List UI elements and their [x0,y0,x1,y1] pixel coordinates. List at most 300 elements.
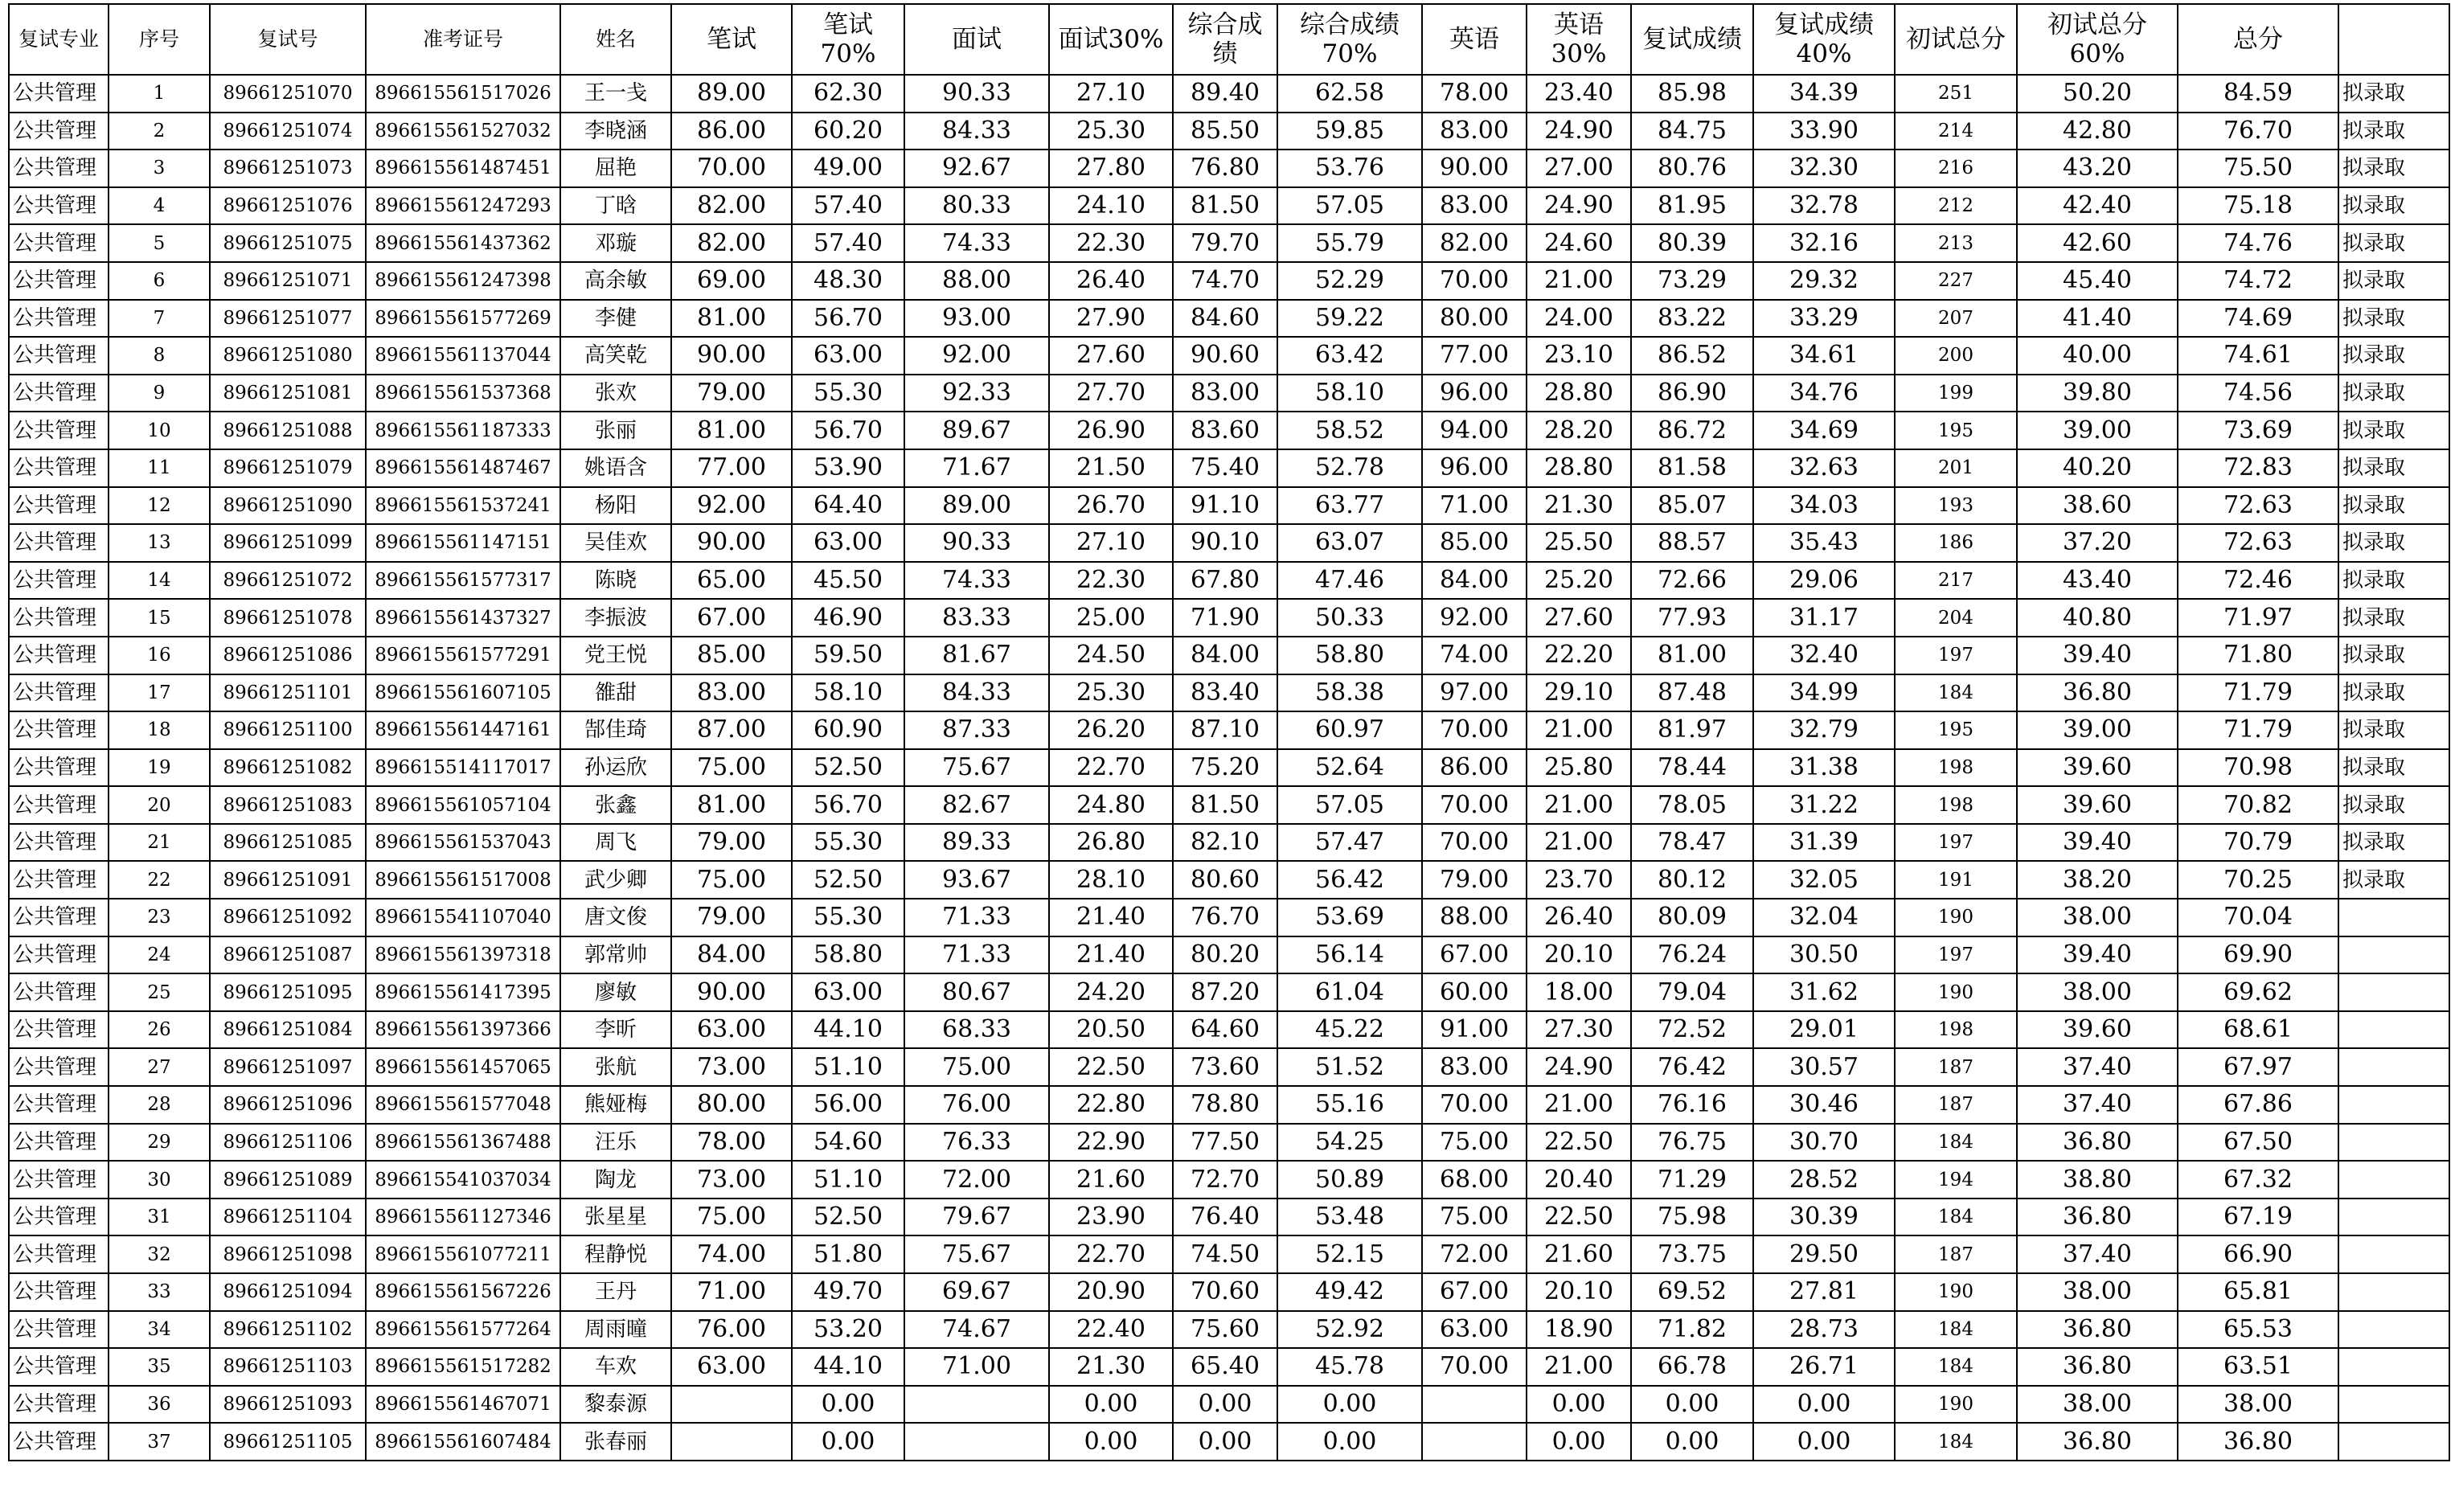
table-cell: 69.52 [1631,1273,1753,1311]
table-cell [2338,1311,2449,1349]
table-row [9,711,2449,749]
table-cell: 拟录取 [2338,187,2449,225]
table-cell: 66.90 [2178,1235,2338,1273]
table-cell: 70.00 [1422,711,1527,749]
table-row [9,1311,2449,1349]
table-cell: 58.10 [792,674,904,712]
table-cell: 23.40 [1527,75,1631,113]
table-cell: 34.76 [1753,375,1895,412]
table-cell: 34.69 [1753,412,1895,449]
header-cell [2338,4,2449,75]
table-cell: 59.85 [1277,113,1422,150]
table-cell: 张航 [560,1048,671,1086]
table-cell: 公共管理 [9,1011,109,1049]
table-cell: 67.00 [1422,936,1527,974]
table-cell: 38.00 [2017,1273,2178,1311]
table-cell: 896615561577264 [366,1311,560,1349]
table-cell: 89661251091 [210,861,366,899]
table-row [9,75,2449,113]
table-cell: 84.75 [1631,113,1753,150]
table-cell: 45.78 [1277,1348,1422,1386]
table-cell: 896615561457065 [366,1048,560,1086]
table-cell: 70.98 [2178,749,2338,787]
table-cell: 公共管理 [9,1311,109,1349]
table-cell: 73.29 [1631,262,1753,300]
table-cell: 39.40 [2017,824,2178,862]
table-cell: 公共管理 [9,1124,109,1162]
table-cell: 9 [109,375,210,412]
table-cell: 31.22 [1753,786,1895,824]
table-cell: 杨阳 [560,487,671,525]
table-cell: 23.70 [1527,861,1631,899]
table-cell: 53.48 [1277,1199,1422,1236]
table-cell: 74.61 [2178,337,2338,375]
table-cell: 30 [109,1161,210,1199]
table-cell: 63.42 [1277,337,1422,375]
table-cell: 屈艳 [560,150,671,187]
table-row [9,637,2449,674]
table-cell: 35 [109,1348,210,1386]
table-cell: 67.50 [2178,1124,2338,1162]
table-cell: 39.40 [2017,936,2178,974]
table-cell: 75.00 [1422,1199,1527,1236]
table-cell: 71.00 [671,1273,792,1311]
table-cell: 84.59 [2178,75,2338,113]
header-cell: 面试30% [1049,4,1173,75]
table-cell: 81.50 [1173,786,1277,824]
table-cell: 22.30 [1049,224,1173,262]
table-cell: 51.10 [792,1048,904,1086]
table-cell: 公共管理 [9,861,109,899]
table-cell: 24.10 [1049,187,1173,225]
table-cell: 69.90 [2178,936,2338,974]
table-cell: 21.30 [1527,487,1631,525]
table-cell: 50.33 [1277,599,1422,637]
table-row [9,449,2449,487]
table-cell: 896615561437327 [366,599,560,637]
table-cell: 公共管理 [9,187,109,225]
table-cell: 74.00 [1422,637,1527,674]
header-cell: 面试 [904,4,1049,75]
table-cell: 896615561417395 [366,973,560,1011]
table-cell: 195 [1895,412,2017,449]
table-cell: 86.00 [1422,749,1527,787]
table-cell: 27.81 [1753,1273,1895,1311]
table-cell: 197 [1895,824,2017,862]
table-cell: 91.10 [1173,487,1277,525]
table-cell [904,1423,1049,1461]
table-cell: 71.33 [904,936,1049,974]
table-cell: 83.00 [671,674,792,712]
table-cell [2338,1235,2449,1273]
table-cell: 27.00 [1527,150,1631,187]
table-cell: 21.60 [1049,1161,1173,1199]
table-cell: 0.00 [1049,1423,1173,1461]
table-cell: 22.90 [1049,1124,1173,1162]
table-cell: 廖敏 [560,973,671,1011]
header-row [9,4,2449,75]
table-cell: 57.05 [1277,786,1422,824]
table-cell: 86.90 [1631,375,1753,412]
table-cell: 94.00 [1422,412,1527,449]
table-cell: 58.52 [1277,412,1422,449]
table-cell: 96.00 [1422,449,1527,487]
table-cell: 89661251076 [210,187,366,225]
table-cell: 邓璇 [560,224,671,262]
table-cell: 71.97 [2178,599,2338,637]
table-cell: 90.10 [1173,524,1277,562]
table-cell: 89661251085 [210,824,366,862]
table-cell: 21.00 [1527,786,1631,824]
table-cell: 89661251077 [210,300,366,338]
table-cell: 23.90 [1049,1199,1173,1236]
table-row [9,337,2449,375]
table-cell: 26.71 [1753,1348,1895,1386]
table-cell: 拟录取 [2338,749,2449,787]
table-cell: 公共管理 [9,262,109,300]
table-cell: 22.70 [1049,749,1173,787]
table-cell [2338,1386,2449,1424]
table-cell: 73.69 [2178,412,2338,449]
table-cell: 48.30 [792,262,904,300]
table-cell: 80.60 [1173,861,1277,899]
table-cell: 79.04 [1631,973,1753,1011]
table-cell: 公共管理 [9,899,109,936]
table-cell: 27.60 [1049,337,1173,375]
table-cell: 79.00 [671,375,792,412]
table-cell: 22.50 [1527,1124,1631,1162]
table-cell: 58.80 [792,936,904,974]
table-cell: 64.40 [792,487,904,525]
table-cell: 78.44 [1631,749,1753,787]
table-cell: 21.30 [1049,1348,1173,1386]
table-cell: 63.00 [792,524,904,562]
table-cell: 26.90 [1049,412,1173,449]
table-cell: 0.00 [1753,1386,1895,1424]
header-cell: 复试号 [210,4,366,75]
table-cell: 81.95 [1631,187,1753,225]
table-cell: 896615561577269 [366,300,560,338]
table-cell: 896615561607484 [366,1423,560,1461]
table-cell: 56.70 [792,412,904,449]
table-row [9,936,2449,974]
table-cell: 45.50 [792,562,904,600]
table-row [9,749,2449,787]
table-cell: 78.47 [1631,824,1753,862]
table-cell: 80.20 [1173,936,1277,974]
header-cell: 姓名 [560,4,671,75]
table-row [9,674,2449,712]
table-cell: 32.04 [1753,899,1895,936]
table-cell: 92.00 [1422,599,1527,637]
table-cell: 72.52 [1631,1011,1753,1049]
table-cell: 896615561517026 [366,75,560,113]
table-cell: 73.00 [671,1161,792,1199]
table-cell: 80.67 [904,973,1049,1011]
table-cell: 97.00 [1422,674,1527,712]
table-cell: 0.00 [1631,1386,1753,1424]
table-cell: 32 [109,1235,210,1273]
table-cell: 84.00 [1422,562,1527,600]
table-cell: 187 [1895,1235,2017,1273]
table-cell: 27.30 [1527,1011,1631,1049]
table-cell: 81.00 [1631,637,1753,674]
table-row [9,487,2449,525]
table-cell: 32.30 [1753,150,1895,187]
table-cell: 63.00 [792,973,904,1011]
table-cell: 85.98 [1631,75,1753,113]
table-row [9,1199,2449,1236]
table-cell: 25.80 [1527,749,1631,787]
table-cell: 92.67 [904,150,1049,187]
table-cell: 公共管理 [9,1161,109,1199]
table-cell: 74.56 [2178,375,2338,412]
table-cell: 25.20 [1527,562,1631,600]
table-cell: 38.00 [2017,899,2178,936]
table-cell: 拟录取 [2338,711,2449,749]
table-cell: 89.40 [1173,75,1277,113]
table-cell: 896615561187333 [366,412,560,449]
table-cell: 190 [1895,1386,2017,1424]
table-cell: 34.99 [1753,674,1895,712]
table-cell: 72.00 [904,1161,1049,1199]
table-cell: 79.00 [1422,861,1527,899]
header-cell: 初试总分 [1895,4,2017,75]
table-cell: 50.89 [1277,1161,1422,1199]
table-cell: 75.50 [2178,150,2338,187]
table-cell: 82.67 [904,786,1049,824]
table-cell: 89661251074 [210,113,366,150]
table-cell: 23 [109,899,210,936]
table-cell: 75.00 [1422,1124,1527,1162]
table-cell: 83.60 [1173,412,1277,449]
table-row [9,562,2449,600]
table-cell: 70.04 [2178,899,2338,936]
table-cell: 77.93 [1631,599,1753,637]
table-cell: 27.10 [1049,75,1173,113]
table-cell: 89661251072 [210,562,366,600]
table-cell: 89661251096 [210,1086,366,1124]
table-cell: 28.73 [1753,1311,1895,1349]
table-cell: 公共管理 [9,749,109,787]
table-cell: 公共管理 [9,150,109,187]
table-cell: 52.64 [1277,749,1422,787]
table-cell: 89661251100 [210,711,366,749]
table-cell: 81.67 [904,637,1049,674]
table-cell: 65.53 [2178,1311,2338,1349]
table-cell: 18 [109,711,210,749]
table-cell: 89.00 [671,75,792,113]
table-cell: 33.90 [1753,113,1895,150]
table-cell: 63.00 [671,1011,792,1049]
table-cell: 198 [1895,749,2017,787]
table-cell: 78.80 [1173,1086,1277,1124]
table-cell: 王丹 [560,1273,671,1311]
table-row [9,824,2449,862]
table-cell: 67.00 [671,599,792,637]
table-cell: 38.20 [2017,861,2178,899]
table-row [9,973,2449,1011]
table-cell: 896615561397366 [366,1011,560,1049]
table-cell: 公共管理 [9,412,109,449]
table-cell: 15 [109,599,210,637]
table-cell: 896615561437362 [366,224,560,262]
table-cell: 30.57 [1753,1048,1895,1086]
table-cell: 32.05 [1753,861,1895,899]
table-cell: 24.60 [1527,224,1631,262]
table-cell: 89661251089 [210,1161,366,1199]
table-cell: 76.70 [1173,899,1277,936]
table-row [9,786,2449,824]
table-cell: 56.70 [792,300,904,338]
table-cell: 80.00 [1422,300,1527,338]
table-cell: 896615561567226 [366,1273,560,1311]
table-cell: 28.10 [1049,861,1173,899]
table-cell: 86.72 [1631,412,1753,449]
table-cell: 52.50 [792,861,904,899]
table-cell: 191 [1895,861,2017,899]
table-cell [904,1386,1049,1424]
table-cell: 89661251099 [210,524,366,562]
table-cell: 25.30 [1049,113,1173,150]
table-cell: 63.00 [1422,1311,1527,1349]
table-cell: 199 [1895,375,2017,412]
table-cell: 36.80 [2017,1311,2178,1349]
table-cell: 896615561517008 [366,861,560,899]
table-cell: 40.00 [2017,337,2178,375]
table-cell: 67.80 [1173,562,1277,600]
table-cell: 25.00 [1049,599,1173,637]
table-cell: 0.00 [1527,1423,1631,1461]
table-cell: 197 [1895,637,2017,674]
table-cell: 184 [1895,1311,2017,1349]
table-cell: 22.20 [1527,637,1631,674]
table-cell: 81.58 [1631,449,1753,487]
table-cell: 30.70 [1753,1124,1895,1162]
table-cell: 70.60 [1173,1273,1277,1311]
header-cell: 笔试 [671,4,792,75]
table-cell: 70.00 [1422,786,1527,824]
table-cell: 22.80 [1049,1086,1173,1124]
table-cell: 52.29 [1277,262,1422,300]
table-cell [2338,936,2449,974]
table-cell: 张丽 [560,412,671,449]
table-cell: 79.70 [1173,224,1277,262]
table-cell: 21.60 [1527,1235,1631,1273]
table-cell: 78.00 [1422,75,1527,113]
header-cell: 总分 [2178,4,2338,75]
table-cell: 40.80 [2017,599,2178,637]
table-cell: 36.80 [2017,1423,2178,1461]
table-cell: 8 [109,337,210,375]
table-cell: 53.76 [1277,150,1422,187]
table-cell: 896615561607105 [366,674,560,712]
table-cell: 10 [109,412,210,449]
table-cell: 84.33 [904,674,1049,712]
table-cell: 66.78 [1631,1348,1753,1386]
table-cell: 227 [1895,262,2017,300]
table-cell: 92.33 [904,375,1049,412]
table-cell: 拟录取 [2338,861,2449,899]
table-cell: 896615561397318 [366,936,560,974]
table-cell: 公共管理 [9,524,109,562]
table-cell: 187 [1895,1086,2017,1124]
table-cell: 201 [1895,449,2017,487]
table-cell: 63.07 [1277,524,1422,562]
table-cell: 38.80 [2017,1161,2178,1199]
table-cell: 24.50 [1049,637,1173,674]
table-cell: 33.29 [1753,300,1895,338]
header-cell: 复试成绩40% [1753,4,1895,75]
table-cell: 65.40 [1173,1348,1277,1386]
table-cell: 75.67 [904,749,1049,787]
table-cell: 公共管理 [9,824,109,862]
table-cell: 21.00 [1527,1086,1631,1124]
table-cell: 89661251106 [210,1124,366,1162]
table-cell: 76.00 [904,1086,1049,1124]
table-cell: 20.90 [1049,1273,1173,1311]
table-cell: 53.69 [1277,899,1422,936]
table-cell: 29.06 [1753,562,1895,600]
table-cell: 193 [1895,487,2017,525]
table-cell: 84.33 [904,113,1049,150]
table-cell: 党王悦 [560,637,671,674]
table-cell: 31.39 [1753,824,1895,862]
table-row [9,224,2449,262]
table-cell: 74.33 [904,562,1049,600]
table-cell: 58.10 [1277,375,1422,412]
table-cell: 71.29 [1631,1161,1753,1199]
table-row [9,1348,2449,1386]
table-cell: 21 [109,824,210,862]
table-cell: 49.00 [792,150,904,187]
table-cell: 214 [1895,113,2017,150]
table-cell: 郭常帅 [560,936,671,974]
table-cell: 57.40 [792,187,904,225]
table-cell: 84.60 [1173,300,1277,338]
table-cell: 71.67 [904,449,1049,487]
table-cell: 46.90 [792,599,904,637]
table-cell: 87.48 [1631,674,1753,712]
table-cell: 31.62 [1753,973,1895,1011]
table-cell: 30.46 [1753,1086,1895,1124]
table-cell [671,1423,792,1461]
table-cell: 26 [109,1011,210,1049]
table-cell: 70.79 [2178,824,2338,862]
table-cell: 公共管理 [9,300,109,338]
table-cell: 公共管理 [9,449,109,487]
table-cell: 42.80 [2017,113,2178,150]
table-cell: 22.70 [1049,1235,1173,1273]
table-cell: 75.98 [1631,1199,1753,1236]
table-cell: 68.61 [2178,1011,2338,1049]
table-cell: 76.16 [1631,1086,1753,1124]
table-cell: 71.82 [1631,1311,1753,1349]
table-cell: 52.92 [1277,1311,1422,1349]
table-cell: 85.00 [671,637,792,674]
table-cell: 44.10 [792,1348,904,1386]
score-table [8,3,2450,1461]
table-cell: 雒甜 [560,674,671,712]
table-cell: 89661251084 [210,1011,366,1049]
table-cell: 67.97 [2178,1048,2338,1086]
table-cell: 87.33 [904,711,1049,749]
table-cell: 3 [109,150,210,187]
table-cell: 65.81 [2178,1273,2338,1311]
table-cell: 54.25 [1277,1124,1422,1162]
table-body [9,75,2449,1461]
table-cell: 22.30 [1049,562,1173,600]
